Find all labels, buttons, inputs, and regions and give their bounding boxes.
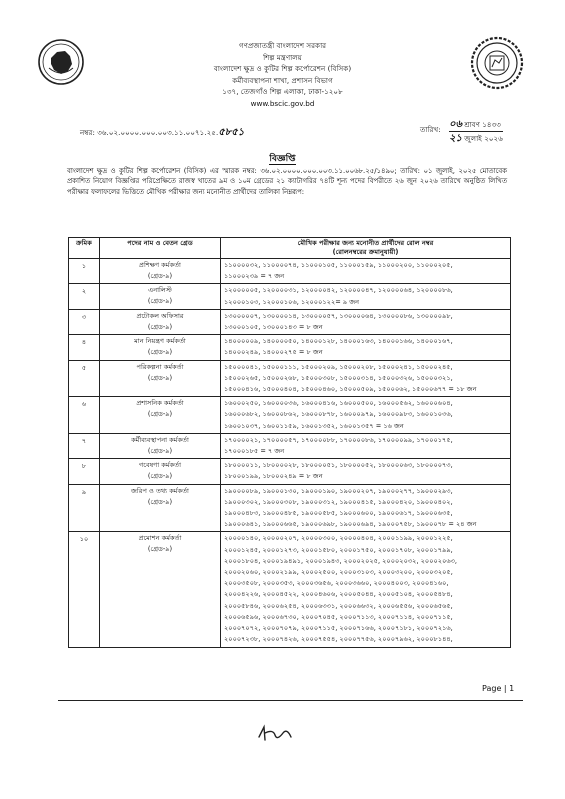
notice-title	[0, 151, 565, 166]
bangla-date-line	[449, 118, 503, 132]
post-name: প্রশিক্ষণ কর্মকর্তা	[139, 261, 181, 269]
row-serial: ২	[69, 284, 100, 309]
letterhead	[0, 40, 565, 110]
row-serial: ৭	[69, 433, 100, 458]
header-line-3: বাংলাদেশ ক্ষুদ্র ও কুটির শিল্প কর্পোরেশন (বিসিক)	[213, 64, 352, 74]
candidate-table	[68, 237, 511, 648]
table-row	[69, 433, 511, 458]
row-post	[100, 259, 221, 284]
header-serial: ক্রমিক	[69, 238, 100, 259]
row-serial: ৫	[69, 360, 100, 397]
post-grade: (গ্রেড-৯)	[147, 446, 173, 455]
table-row	[69, 484, 511, 532]
header-website[interactable]: www.bscic.gov.bd	[250, 98, 315, 108]
signature-initials	[255, 723, 295, 745]
row-post	[100, 532, 221, 647]
post-name: পরিকল্পনা কর্মকর্তা	[136, 362, 184, 371]
post-grade: (গ্রেড-৯)	[147, 348, 173, 357]
row-post	[100, 335, 221, 360]
page-number: Page | 1	[482, 684, 515, 693]
post-name: জরিপ ও তথ্য কর্মকর্তা	[131, 486, 189, 495]
table-row	[69, 397, 511, 434]
english-date-line	[449, 132, 503, 145]
header-rolls	[221, 238, 511, 259]
row-post	[100, 309, 221, 334]
table-row	[69, 335, 511, 360]
row-serial: ৯	[69, 484, 100, 532]
memo-label: নম্বর:	[80, 128, 95, 137]
table-row	[69, 459, 511, 484]
post-name: কর্মীব্যবস্থাপনা কর্মকর্তা	[131, 435, 189, 444]
header-line-2: শিল্প মন্ত্রণালয়	[263, 52, 302, 62]
post-name: এনালিস্ট	[148, 286, 172, 295]
row-serial: ৩	[69, 309, 100, 334]
memo-value: ৩৬.০২.০০০০.০০০.০০৩.১১.০০৭১.২৫.	[97, 128, 219, 137]
post-name: প্রটোকল অফিসার	[136, 311, 184, 320]
table-row	[69, 259, 511, 284]
notice-title-text: বিজ্ঞপ্তি	[269, 154, 296, 164]
post-grade: (গ্রেড-৯)	[147, 373, 173, 382]
row-roll-numbers: ১২০০০০০৫, ১২০০০০৩১, ১২০০০০৪২, ১২০০০০৪৭, ১২০০০০৬৪, ১২০০০০৮৬, ১২০০০১০৩, ১২০০০১০৬, ১২০০০১২২= ৯ জন	[221, 284, 511, 309]
row-serial: ৬	[69, 397, 100, 434]
row-roll-numbers: ১৭০০০০২১, ১৭০০০০৫৭, ১৭০০০০৮৮, ১৭০০০০৮৬, ১৭০০০০৯৯, ১৭০০০১৭৫, ১৭০০০১৮৫ = ৭ জন	[221, 433, 511, 458]
date-block	[449, 118, 503, 145]
row-roll-numbers: ১৮০০০০১১, ১৮০০০০২৮, ১৮০০০০৫১, ১৮০০০০৫২, ১৮০০০০৬৩, ১৮০০০০৭৩, ১৮০০০১৯৯, ১৮০০০২৪৯ = ৮ জন	[221, 459, 511, 484]
post-grade: (গ্রেড-৯)	[147, 545, 173, 554]
table-row	[69, 309, 511, 334]
row-serial: ১০	[69, 532, 100, 647]
header-line-5: ১৩৭, তেজগাঁও শিল্প এলাকা, ঢাকা-১২০৮	[222, 87, 343, 97]
row-serial: ৮	[69, 459, 100, 484]
row-roll-numbers: ২০০০০১৪০, ২০০০০২০৭, ২০০০০৩০০, ২০০০০৪০৪, ২০০০১১৯৯, ২০০০১২২৫, ২০০০১২৪৫, ২০০০১২৭৩, ২০০০১৫৮০, ২০০০১৭৫০, ২০০০১৭০৮, ২০০০১৭৯৯, ২০০০১৮০৪, ২০০০১৯৪৯১, ২০০০১৯৪৩, ২০০০২০২৫, ২০০০২০৩২, ২০০০২০৬৩, ২০০০২০৬০, ২০০০২১৯৯, ২০০০২৫০০, ২০০০৩১০৩, ২০০০৩২০০, ২০০০৩২০৫, ২০০০৩৫০৮, ২০০০৩৫৩, ২০০০৩৬৫৬, ২০০০৩৬৬০, ২০০০৪০০৩, ২০০০৪১৬০, ২০০০৪২২৬, ২০০০৪৫২২, ২০০০৪৬০৬, ২০০০৫০৪৪, ২০০০৫১০৪, ২০০০৫৪৮৪, ২০০০৫৮৪৬, ২০০০৬২৫৪, ২০০০৬৩৩১, ২০০০৬৬৩২, ২০০০৬৫৫৬, ২০০০৬৫৬৫, ২০০০৬৫৯৬, ২০০০৬৭৩০, ২০০০৭০৪৫, ২০০০৭১১৩, ২০০০৭১১৪, ২০০০৭১১৫, ২০০০৭০৭২, ২০০০৭০৭৯, ২০০০৭১১৫, ২০০০৭১৬৬, ২০০০৭১৮১, ২০০০৭২১৬, ২০০০৭২৩৮, ২০০০৭৪২৬, ২০০০৭৫৫৪, ২০০০৭৭৫৬, ২০০০৭৯৬২, ২০০০৮১৪৪,	[221, 532, 511, 647]
header-line-4: কর্মীব্যবস্থাপনা শাখা, প্রশাসন বিভাগ	[232, 75, 333, 85]
row-roll-numbers: ১৫০০০০৪১, ১৫০০০১১১, ১৫০০০২০৯, ১৫০০০২০৮, ১৫০০০২৪১, ১৫০০০২৪৫, ১৫০০০২৬৫, ১৫০০০২৬৮, ১৫০০০৩০৮, ১৫০০০৩১৪, ১৫০০০৩২৬, ১৫০০০৩২১, ১৫০০০৪১৬, ১৫০০০৪০৪, ১৫০০০৪৬০, ১৫০০০৫০৯, ১৫০০০৬২, ১৫০০০৬৭৭ = ১৮ জন	[221, 360, 511, 397]
post-grade: (গ্রেড-৯)	[147, 297, 173, 306]
footer-divider	[58, 700, 523, 701]
table-row	[69, 284, 511, 309]
row-serial: ৪	[69, 335, 100, 360]
memo-handwritten-number: ৫৮৫১	[218, 127, 245, 138]
post-grade: (গ্রেড-৯)	[147, 322, 173, 331]
bangla-date: শ্রাবণ ১৪৩৩	[464, 120, 501, 129]
post-name: প্রমোশন কর্মকর্তা	[138, 534, 182, 543]
row-roll-numbers: ১৪০০০০০৯, ১৪০০০০৫০, ১৪০০০১২৮, ১৪০০০১৬৩, ১৪০০০১৬৬, ১৪০০০১৬৭, ১৪০০০২৪৯, ১৪০০০২৭৫ = ৮ জন	[221, 335, 511, 360]
post-grade: (গ্রেড-৯)	[147, 472, 173, 481]
row-post	[100, 459, 221, 484]
row-roll-numbers: ১৩০০০০০৭, ১৩০০০০১৪, ১৩০০০০৫৭, ১৩০০০০৬৪, ১৩০০০০৮৬, ১৩০০০০৯৮, ১৩০০০১০৫, ১৩০০০১৪৩ = ৮ জন	[221, 309, 511, 334]
post-name: গবেষণা কর্মকর্তা	[138, 461, 182, 470]
header-line-1: গণপ্রজাতন্ত্রী বাংলাদেশ সরকার	[238, 41, 327, 50]
row-post	[100, 284, 221, 309]
intro-paragraph: বাংলাদেশ ক্ষুদ্র ও কুটির শিল্প কর্পোরেশন (বিসিক) এর স্মারক নম্বর: ৩৬.০২.০০০০.০০০.০০৩.১১.০০৬৮.২৫/১৪৯০; তারিখ: ০১ জুলাই, ২০২৫ মোতাবেক প্রকাশিত নিয়োগ বিজ্ঞপ্তির পরিপ্রেক্ষিতে রাজস্ব খাতের ৯ম ও ১০ম গ্রেডের ২১ ক্যাটাগরির ৭৪টি শূন্য পদের বিপরীতে ২৬ জুন ২০২৬ তারিখে অনুষ্ঠিত লিখিত পরীক্ষার ফলাফলের ভিত্তিতে মৌখিক পরীক্ষার জন্য মনোনীত প্রার্থীদের তালিকা নিম্নরূপ:	[67, 167, 507, 196]
row-post	[100, 484, 221, 532]
row-post	[100, 360, 221, 397]
row-post	[100, 397, 221, 434]
row-serial: ১	[69, 259, 100, 284]
bangla-day-handwritten: ০৬	[449, 119, 463, 130]
row-roll-numbers: ১৬০০০২৫০, ১৬০০০০৩৬, ১৬০০০৪১৬, ১৬০০০৫০০, ১৬০০০৫৬২, ১৬০০০৬০৪, ১৬০০০৬৮২, ১৬০০০৮৬২, ১৬০০০৮৭৮, ১৬০০০৯৭৯, ১৬০০০৯৮৩, ১৬০০১০৩৬, ১৬০০১০৩৭, ১৬০০১১৫৯, ১৬০০১৩৫২, ১৬০০১৩৫৭ = ১৬ জন	[221, 397, 511, 434]
post-name: প্রশাসনিক কর্মকর্তা	[136, 399, 184, 408]
row-roll-numbers: ১১০০০০৩২, ১১০০০০৭৪, ১১০০০১০৫, ১১০০০১৫৯, ১১০০০২০০, ১১০০০২০৫, ১১০০০২৩৯ = ৭ জন	[221, 259, 511, 284]
post-grade: (গ্রেড-৯)	[147, 272, 173, 280]
english-date: জুলাই ২০২৬	[464, 134, 503, 143]
memo-number	[80, 125, 244, 142]
header-post: পদের নাম ও বেতন গ্রেড	[100, 238, 221, 259]
header-rolls-subtitle: (রোলনম্বরের ক্রমানুযায়ী)	[332, 248, 399, 256]
date-label: তারিখ:	[420, 125, 441, 134]
table-header-row	[69, 238, 511, 259]
post-grade: (গ্রেড-৯)	[147, 410, 173, 419]
table-row	[69, 532, 511, 647]
table-row	[69, 360, 511, 397]
row-roll-numbers: ১৯০০০০৮৯, ১৯০০০১৩০, ১৯০০০১৯০, ১৯০০০২০৭, ১৯০০০২৭৭, ১৯০০০২৯৩, ১৯০০০৩০২, ১৯০০০৩০৮, ১৯০০০৩১২, ১৯০০০৪১৫, ১৯০০০৪২০, ১৯০০০৪০২, ১৯০০০৪৮৩, ১৯০০০৪৮৫, ১৯০০০৫৮৫, ১৯০০০৬০০, ১৯০০০৬১৭, ১৯০০০৬৩৫, ১৯০০০৬৪১, ১৯০০০৬৬৫, ১৯০০০৬৯৮, ১৯০০০৬৯৪, ১৯০০০৭৫৮, ১৯০০০৭৮ = ২৪ জন	[221, 484, 511, 532]
english-day-handwritten: ২১	[449, 133, 462, 144]
post-grade: (গ্রেড-৯)	[147, 497, 173, 506]
row-post	[100, 433, 221, 458]
post-name: মান নিয়ন্ত্রণ কর্মকর্তা	[134, 337, 186, 346]
header-rolls-title: মৌখিক পরীক্ষার জন্য মনোনীত প্রার্থীদের রোল নম্বর	[297, 239, 434, 247]
